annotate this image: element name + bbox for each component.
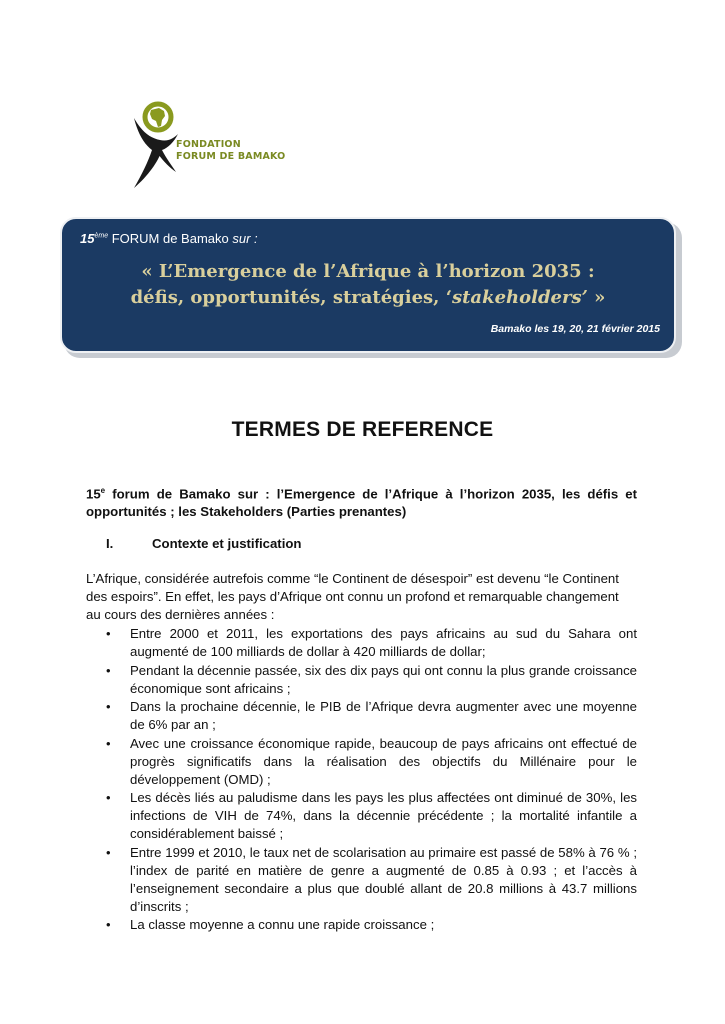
list-item (86, 698, 637, 734)
list-item (86, 735, 637, 789)
subtitle-text: forum de Bamako sur : l’Emergence de l’Afrique à l’horizon 2035, les défis et opportunités ; les Stakeholders (Parties prenantes) (86, 486, 637, 520)
banner-title (62, 259, 674, 311)
forum-sur: sur : (232, 231, 258, 246)
banner-title-line-2a: défis, opportunités, stratégies, ‘ (130, 287, 452, 308)
page-title: TERMES DE REFERENCE (231, 418, 494, 441)
list-item-text: Pendant la décennie passée, six des dix pays qui ont connu la plus grande croissance économique sont africains ; (130, 662, 637, 696)
banner-forum-line (80, 231, 258, 246)
list-item (86, 625, 637, 661)
section-number: I. (106, 536, 114, 551)
bullet-icon: • (106, 699, 111, 714)
list-item-text: Dans la prochaine décennie, le PIB de l’Afrique devra augmenter avec une moyenne de 6% par an ; (130, 699, 637, 732)
banner-title-line-2b: stakeholders’ (451, 287, 588, 308)
list-item (86, 844, 637, 916)
list-item-text: Avec une croissance économique rapide, beaucoup de pays africains ont effectué de progrès significatifs dans la réalisation des objectifs du Millénaire pour le développement (OMD) ; (130, 735, 637, 787)
banner-title-line-2c: » (587, 287, 606, 308)
bullet-icon: • (106, 917, 111, 932)
list-item (86, 789, 637, 843)
list-item (86, 662, 637, 698)
subtitle-number-suffix: e (100, 486, 106, 495)
banner-title-line-1: « L’Emergence de l’Afrique à l’horizon 2035 : (141, 261, 595, 282)
list-item-text: Entre 2000 et 2011, les exportations des pays africains au sud du Sahara ont augmenté de 100 milliards de dollar à 420 milliards de dollar; (130, 626, 637, 659)
forum-number-suffix: ème (94, 232, 109, 240)
banner-date: Bamako les 19, 20, 21 février 2015 (490, 323, 660, 335)
list-item (86, 916, 637, 934)
document-subtitle (86, 482, 637, 521)
bullet-icon: • (106, 790, 111, 805)
list-item-text: Entre 1999 et 2010, le taux net de scolarisation au primaire est passé de 58% à 76 % ; l’index de parité en matière de genre a augmenté de 0.85 à 0.93 ; et l’accès à l’enseignement secondaire a plus que doublé allant de 20.8 millions à 43.7 millions d’inscrits ; (130, 844, 637, 914)
subtitle-number: 15 (86, 486, 101, 502)
bullet-icon: • (106, 844, 111, 860)
list-item-text: La classe moyenne a connu une rapide croissance ; (130, 917, 435, 932)
bullet-icon: • (106, 626, 111, 641)
forum-label: FORUM de Bamako (108, 231, 233, 246)
section-title: Contexte et justification (152, 536, 302, 551)
intro-paragraph: L’Afrique, considérée autrefois comme “le Continent de désespoir” est devenu “le Continent des espoirs”. En effet, les pays d’Afrique ont connu un profond et remarquable changement au cours des dernières années : (86, 571, 619, 622)
logo-text (176, 139, 285, 163)
list-item-text: Les décès liés au paludisme dans les pays les plus affectées ont diminué de 30%, les infections de VIH de 74%, dans la décennie précédente ; la mortalité infantile a considérablement baissé ; (130, 790, 637, 841)
forum-number: 15 (80, 231, 95, 246)
forum-banner (60, 217, 676, 353)
logo-line-2: FORUM DE BAMAKO (176, 151, 286, 162)
logo-line-1: FONDATION (176, 139, 241, 150)
bullet-icon: • (106, 735, 111, 751)
section-heading (106, 536, 301, 551)
banner-title-line-2 (62, 285, 674, 311)
bullet-list (86, 625, 637, 935)
bullet-icon: • (106, 662, 111, 678)
